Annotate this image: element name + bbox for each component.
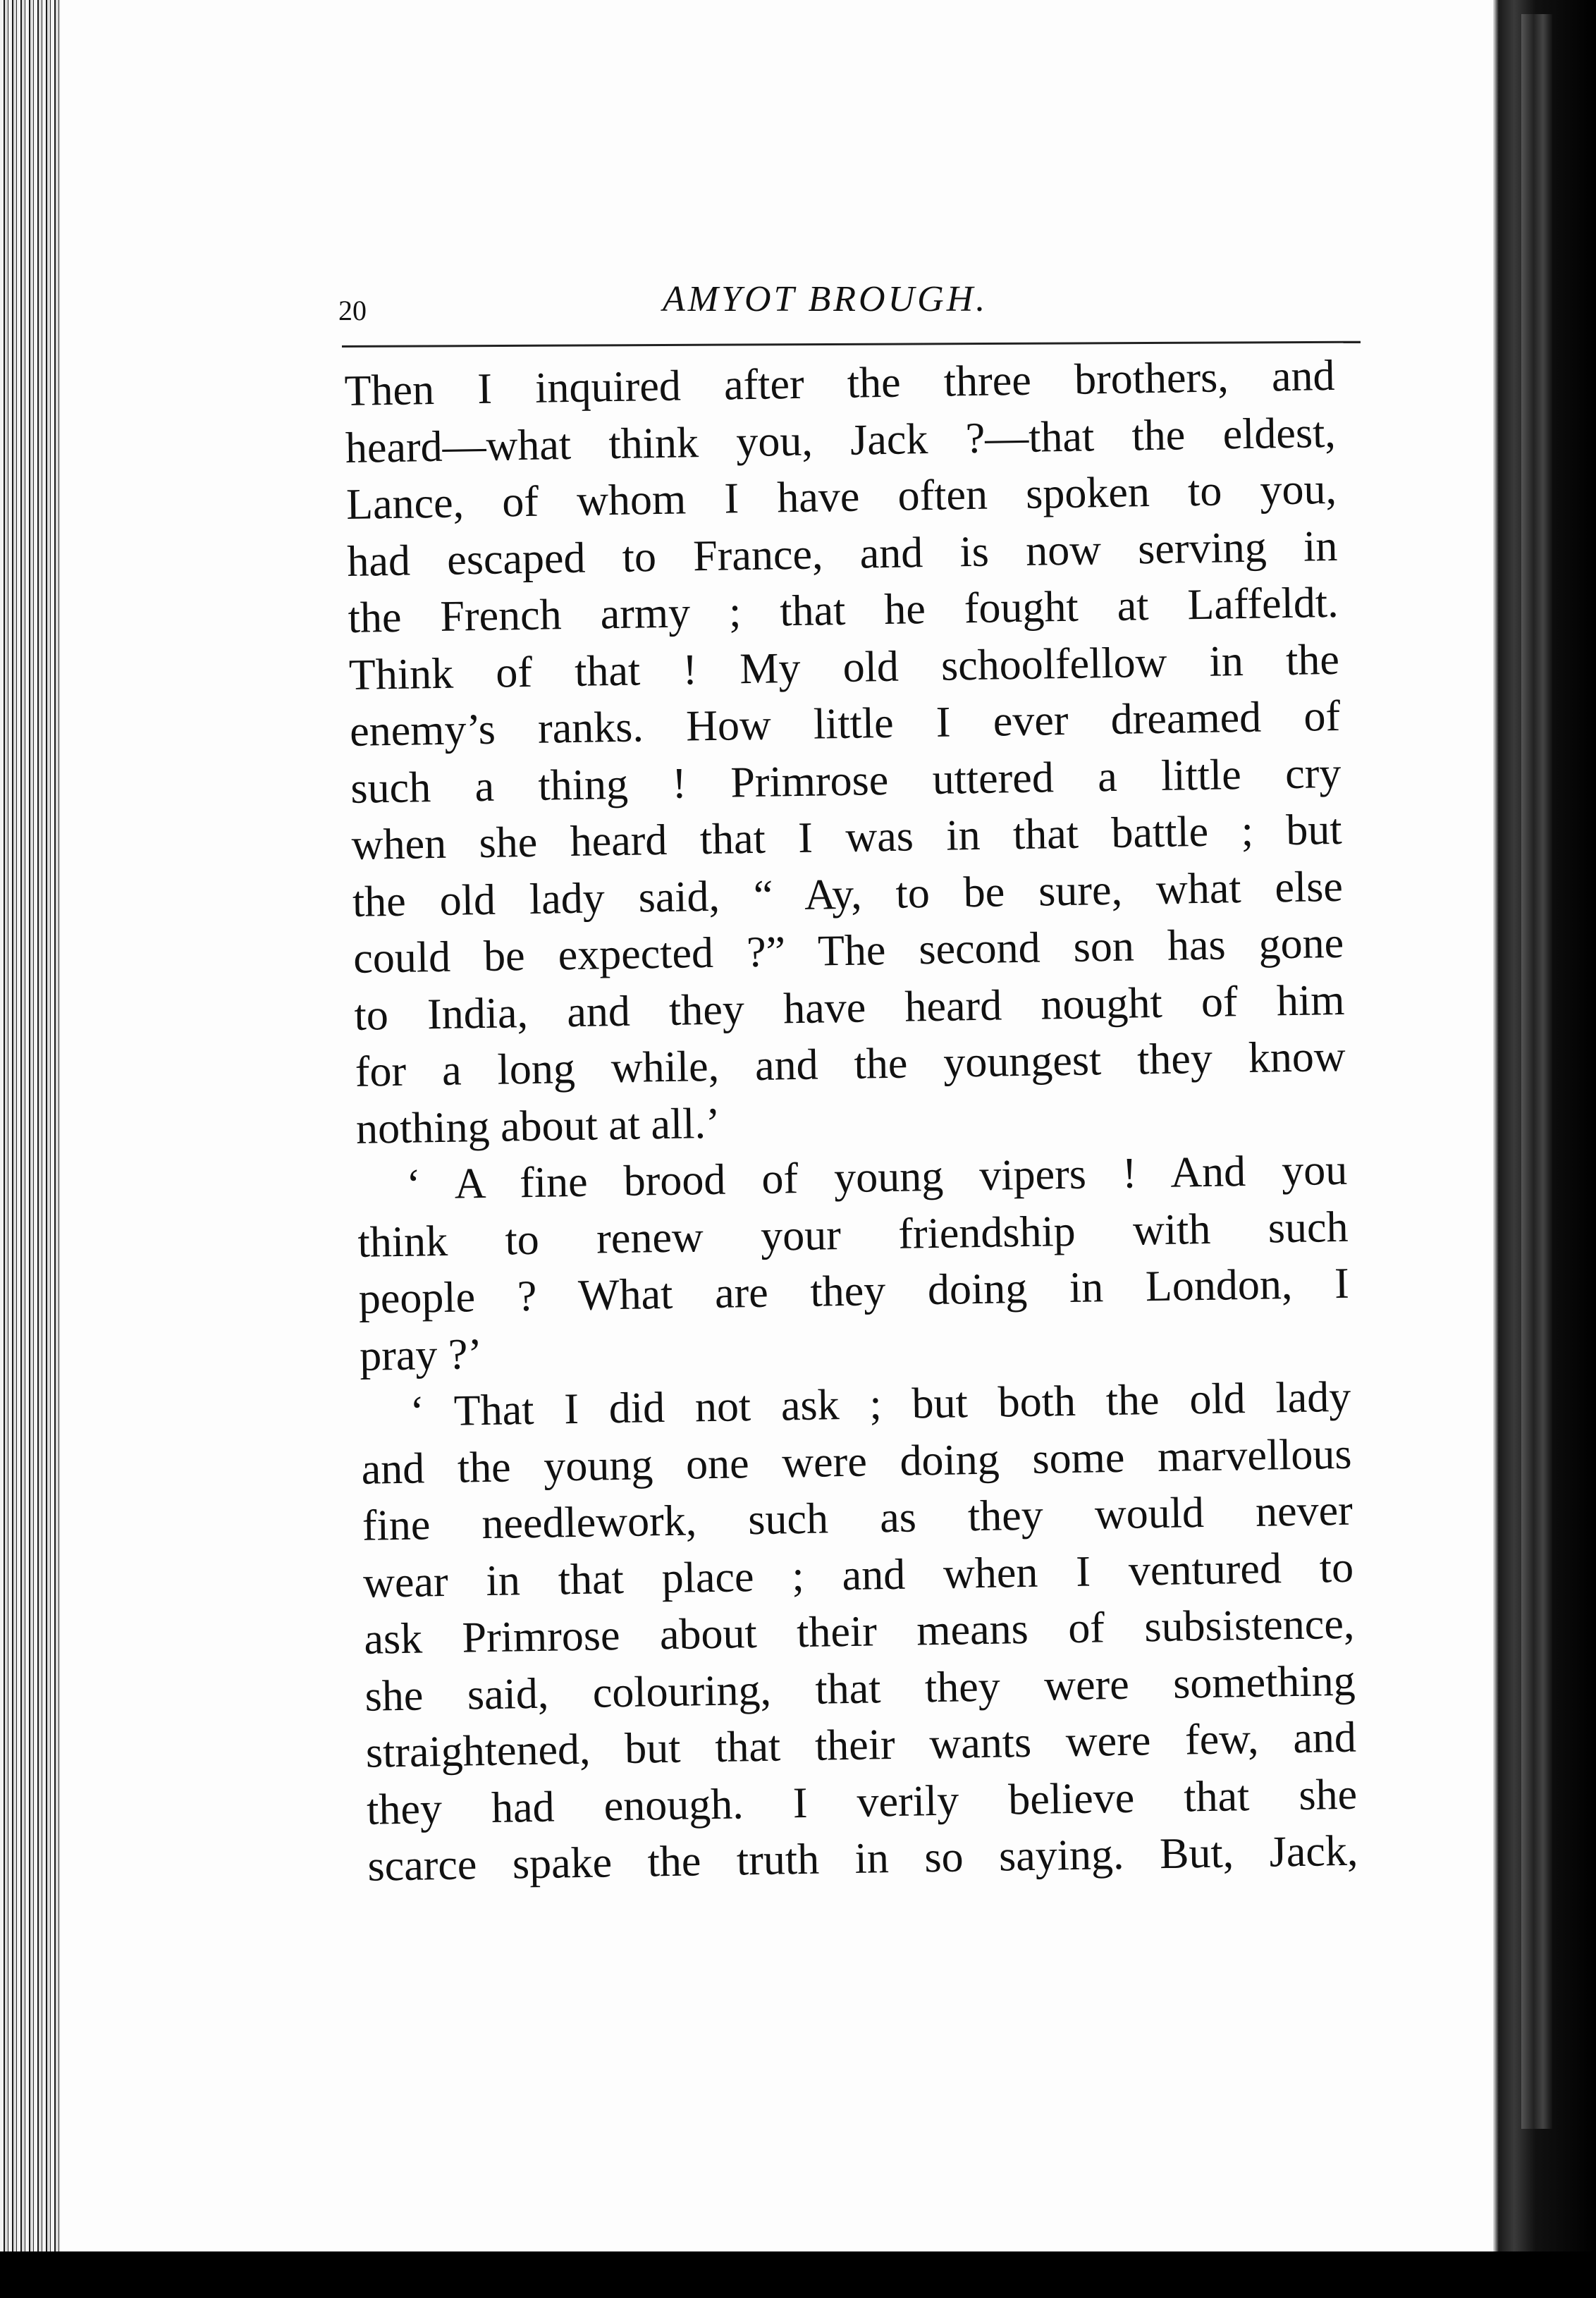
- text-line: Lance, of whom I have often spoken to you,: [345, 465, 1337, 529]
- text-line: the French army ; that he fought at Laffeldt.: [348, 578, 1339, 642]
- running-title: AMYOT BROUGH.: [663, 279, 988, 319]
- text-line: she said, colouring, that they were something: [364, 1657, 1356, 1721]
- text-line: the old lady said, “ Ay, to be sure, what else: [352, 862, 1344, 926]
- text-line: straightened, but that their wants were few, and: [365, 1713, 1357, 1777]
- text-line: enemy’s ranks. How little I ever dreamed of: [349, 692, 1341, 756]
- text-line: when she heard that I was in that battle ; but: [351, 805, 1343, 869]
- text-line: such a thing ! Primrose uttered a little cry: [350, 749, 1342, 813]
- text-line: ask Primrose about their means of subsistence,: [363, 1599, 1355, 1664]
- text-line: nothing about at all.’: [355, 1099, 721, 1153]
- text-line: they had enough. I verily believe that she: [366, 1770, 1358, 1834]
- running-head: [338, 278, 1361, 328]
- text-line: to India, and they have heard nought of him: [354, 976, 1345, 1040]
- text-line: think to renew your friendship with such: [357, 1203, 1349, 1267]
- page-number: 20: [338, 295, 367, 326]
- text-line: for a long while, and the youngest they know: [355, 1032, 1346, 1096]
- scan-bottom-border: [0, 2251, 1596, 2298]
- page-stack-left-edge: [0, 0, 63, 2298]
- text-line: had escaped to France, and is now serving in: [346, 522, 1338, 586]
- text-line: scarce spake the truth in so saying. But, Jack,: [367, 1826, 1358, 1891]
- text-line: could be expected ?” The second son has gone: [352, 918, 1344, 983]
- text-line: people ? What are they doing in London, I: [358, 1259, 1350, 1323]
- text-line: ‘ That I did not ask ; but both the old lady: [409, 1372, 1351, 1436]
- text-line: wear in that place ; and when I ventured to: [362, 1543, 1354, 1607]
- text-line: Think of that ! My old schoolfellow in the: [348, 635, 1340, 699]
- text-line: and the young one were doing some marvellous: [361, 1430, 1353, 1494]
- body-text: [344, 347, 1404, 1895]
- text-line: ‘ A fine brood of young vipers ! And you: [405, 1145, 1348, 1209]
- text-line: fine needlework, such as they would never: [362, 1486, 1353, 1550]
- text-line: Then I inquired after the three brothers, and: [344, 351, 1335, 415]
- text-line: pray ?’: [359, 1329, 483, 1380]
- book-binding-right-edge: [1493, 0, 1596, 2298]
- text-line: heard—what think you, Jack ?—that the eldest,: [345, 408, 1337, 472]
